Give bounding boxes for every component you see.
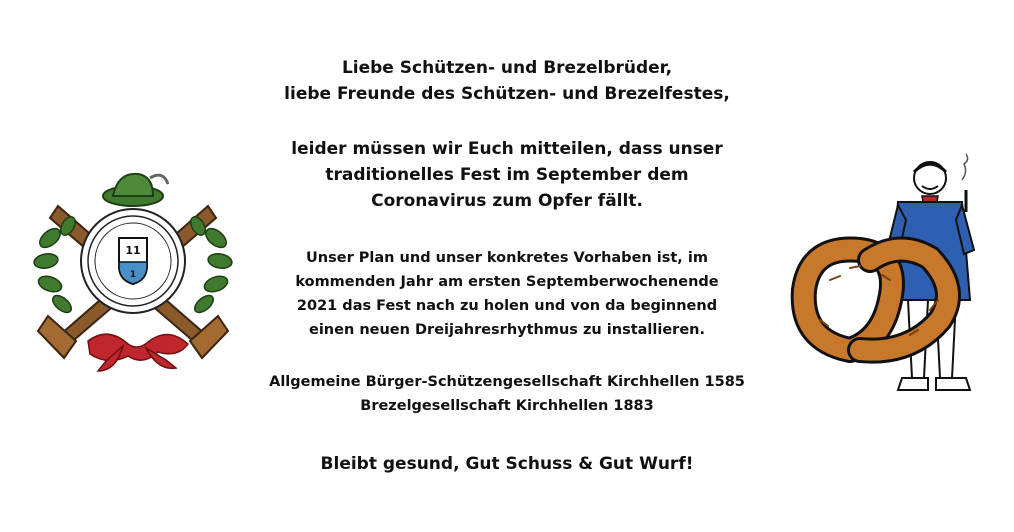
announcement-line-3: Coronavirus zum Opfer fällt. — [371, 191, 643, 211]
announcement-line-2: traditionelles Fest im September dem — [325, 165, 689, 185]
plan-line-2: kommenden Jahr am ersten Septemberwochenende — [295, 274, 719, 290]
greeting-line-1: Liebe Schützen- und Brezelbrüder, — [341, 58, 673, 78]
signature-line-1: Allgemeine Bürger-Schützengesellschaft Kirchhellen 1585 — [269, 374, 745, 390]
announcement-line-1: leider müssen wir Euch mitteilen, dass unser — [291, 139, 723, 159]
shooting-club-crest-icon — [28, 166, 238, 376]
greeting-line-2: liebe Freunde des Schützen- und Brezelfestes, — [284, 84, 730, 104]
closing-line: Bleibt gesund, Gut Schuss & Gut Wurf! — [320, 454, 694, 474]
shield-top-label: 11 — [125, 244, 141, 257]
plan-line-1: Unser Plan und unser konkretes Vorhaben ist, im — [306, 250, 708, 266]
plan-line-4: einen neuen Dreijahresrhythmus zu installieren. — [308, 322, 705, 338]
ribbon — [88, 334, 188, 371]
shield — [119, 238, 147, 284]
hunter-hat — [103, 174, 168, 206]
shield-bottom-label: 1 — [129, 270, 137, 280]
pretzel-man-icon — [790, 150, 990, 400]
plan-line-3: 2021 das Fest nach zu holen und von da beginnend — [296, 298, 718, 314]
signature-line-2: Brezelgesellschaft Kirchhellen 1883 — [360, 398, 654, 414]
